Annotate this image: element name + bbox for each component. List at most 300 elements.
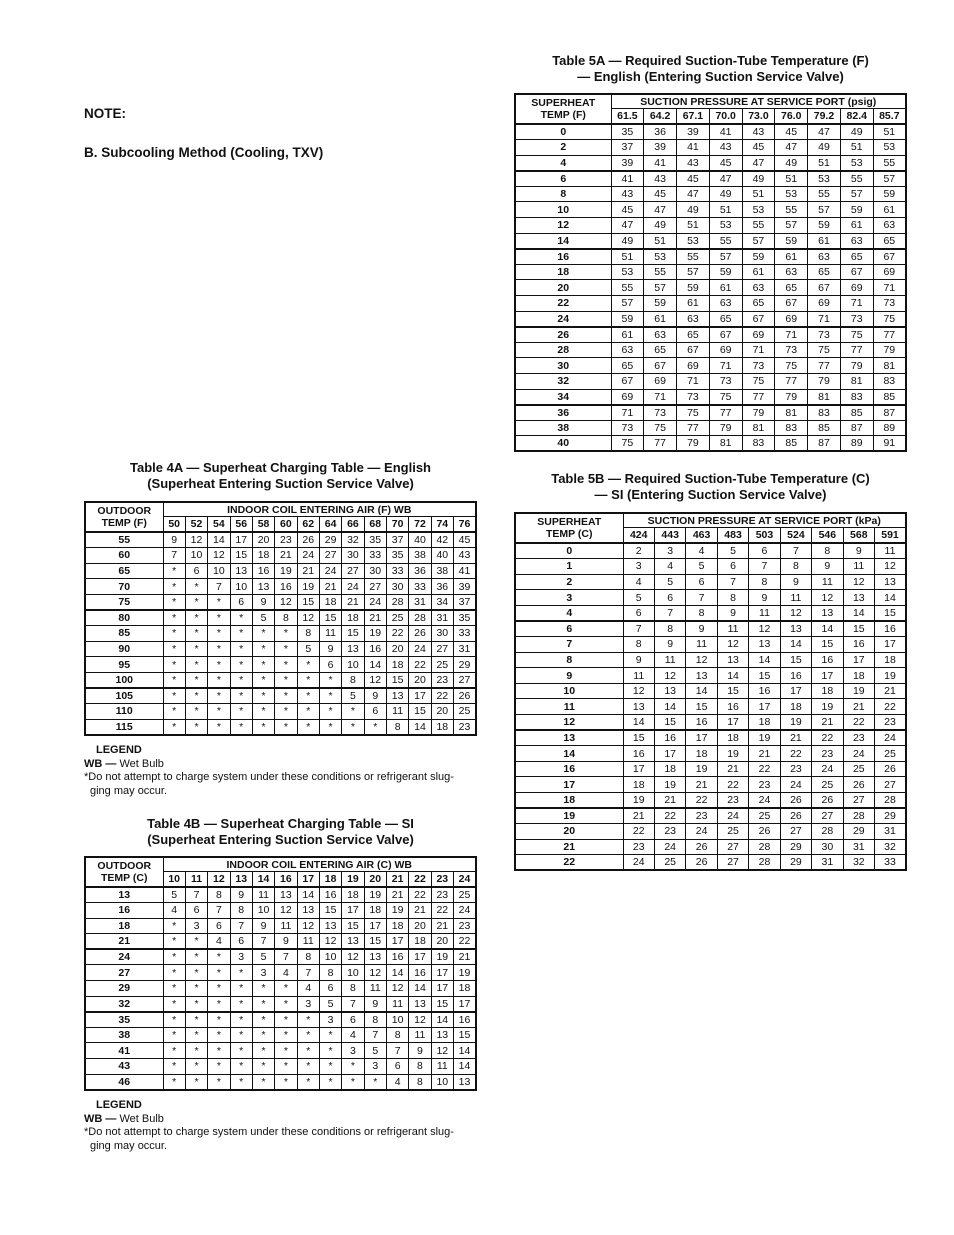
table-cell: *	[275, 641, 297, 657]
table-cell: 81	[742, 420, 775, 436]
column-header: 67.1	[677, 109, 710, 125]
table-cell: 59	[644, 296, 677, 312]
table-cell: 34	[431, 594, 453, 610]
row-header: 10	[515, 202, 611, 218]
table-cell: *	[230, 719, 252, 735]
table-cell: *	[319, 719, 341, 735]
column-header: 22	[409, 872, 431, 888]
table-cell: 75	[709, 389, 742, 405]
table-cell: 63	[873, 218, 906, 234]
corner-header	[515, 94, 611, 124]
table-cell: *	[185, 657, 207, 673]
table-cell: 16	[717, 699, 748, 715]
table-cell: 61	[808, 233, 841, 249]
table-cell: 18	[342, 887, 364, 903]
table-cell: 23	[843, 730, 874, 746]
table-cell: 11	[749, 605, 780, 621]
table-cell: 18	[386, 657, 408, 673]
row-header: 3	[515, 590, 623, 606]
table-cell: 12	[364, 965, 386, 981]
table-4b	[84, 856, 477, 1091]
table-cell: 57	[775, 218, 808, 234]
table-cell: 8	[275, 610, 297, 626]
table-cell: 75	[808, 342, 841, 358]
table-cell: 87	[840, 420, 873, 436]
table-cell: 8	[364, 1012, 386, 1028]
table-cell: 59	[873, 186, 906, 202]
table-4a	[84, 501, 477, 736]
table-5a-title-line1: Table 5A — Required Suction-Tube Temperature (F)	[552, 53, 869, 68]
table-cell: 10	[185, 548, 207, 564]
table-cell: 7	[364, 1027, 386, 1043]
table-cell: 21	[749, 746, 780, 762]
table-cell: 33	[364, 548, 386, 564]
table-cell: *	[252, 1074, 274, 1090]
table-cell: 12	[208, 548, 230, 564]
table-cell: 6	[230, 594, 252, 610]
row-header: 75	[85, 594, 163, 610]
table-cell: 23	[275, 532, 297, 548]
table-cell: 18	[431, 719, 453, 735]
table-row	[515, 202, 906, 218]
table-row	[85, 1012, 476, 1028]
table-cell: 87	[808, 436, 841, 452]
table-cell: 10	[342, 657, 364, 673]
table-cell: *	[230, 1059, 252, 1075]
table-cell: 23	[654, 824, 685, 840]
column-header: 74	[431, 517, 453, 533]
table-cell: 83	[808, 405, 841, 421]
table-cell: 83	[775, 420, 808, 436]
table-cell: 79	[840, 358, 873, 374]
column-header: 20	[364, 872, 386, 888]
table-cell: 67	[677, 342, 710, 358]
table-cell: 14	[654, 699, 685, 715]
table-cell: 59	[742, 249, 775, 265]
table-cell: 11	[409, 1027, 431, 1043]
table-cell: *	[297, 688, 319, 704]
table-cell: 79	[808, 374, 841, 390]
table-cell: 65	[709, 311, 742, 327]
table-row	[515, 264, 906, 280]
column-header: 17	[297, 872, 319, 888]
table-row	[515, 405, 906, 421]
table-cell: 61	[873, 202, 906, 218]
column-header: 54	[208, 517, 230, 533]
row-header: 32	[515, 374, 611, 390]
table-cell: 9	[364, 688, 386, 704]
table-cell: 5	[319, 996, 341, 1012]
column-header: 21	[386, 872, 408, 888]
table-cell: 53	[611, 264, 644, 280]
column-header: 463	[686, 528, 717, 544]
table-cell: 17	[780, 683, 811, 699]
table-cell: 14	[686, 683, 717, 699]
table-cell: 59	[611, 311, 644, 327]
table-cell: 73	[808, 327, 841, 343]
group-header: INDOOR COIL ENTERING AIR (F) WB	[163, 502, 476, 517]
table-cell: 73	[873, 296, 906, 312]
table-cell: 25	[812, 777, 843, 793]
table-cell: 13	[623, 699, 654, 715]
table-cell: 30	[342, 548, 364, 564]
table-cell: 21	[686, 777, 717, 793]
table-cell: 67	[742, 311, 775, 327]
table-cell: 18	[342, 610, 364, 626]
table-cell: 15	[342, 626, 364, 642]
row-header: 2	[515, 574, 623, 590]
row-header: 80	[85, 610, 163, 626]
table-cell: 25	[843, 761, 874, 777]
table-4a-title	[84, 460, 477, 491]
table-cell: 47	[644, 202, 677, 218]
table-cell: 32	[342, 532, 364, 548]
table-cell: 57	[677, 264, 710, 280]
row-header: 36	[515, 405, 611, 421]
table-cell: *	[230, 1012, 252, 1028]
table-cell: *	[185, 641, 207, 657]
table-row	[85, 563, 476, 579]
table-cell: 53	[709, 218, 742, 234]
table-cell: 17	[843, 652, 874, 668]
column-header: 568	[843, 528, 874, 544]
table-cell: 43	[742, 124, 775, 140]
table-cell: 43	[644, 171, 677, 187]
table-row	[85, 704, 476, 720]
column-header: 70.0	[709, 109, 742, 125]
table-cell: *	[163, 981, 185, 997]
table-cell: 13	[780, 621, 811, 637]
table-cell: 8	[230, 903, 252, 919]
table-cell: 36	[431, 579, 453, 595]
table-row	[85, 719, 476, 735]
table-cell: 77	[742, 389, 775, 405]
table-cell: *	[364, 1074, 386, 1090]
table-row	[515, 855, 906, 871]
table-cell: 7	[208, 579, 230, 595]
table-cell: 24	[654, 839, 685, 855]
column-header: 18	[319, 872, 341, 888]
column-header: 68	[364, 517, 386, 533]
table-cell: 55	[677, 249, 710, 265]
table-cell: 71	[742, 342, 775, 358]
table-cell: 26	[686, 855, 717, 871]
row-header: 90	[85, 641, 163, 657]
table-cell: 7	[252, 934, 274, 950]
table-cell: 65	[611, 358, 644, 374]
table-cell: 63	[644, 327, 677, 343]
table-cell: 12	[275, 594, 297, 610]
table-cell: 12	[717, 637, 748, 653]
table-cell: 27	[717, 839, 748, 855]
table-cell: 23	[453, 719, 476, 735]
table-cell: 69	[840, 280, 873, 296]
table-cell: 49	[775, 155, 808, 171]
table-cell: *	[208, 981, 230, 997]
table-cell: 13	[252, 579, 274, 595]
table-cell: *	[208, 657, 230, 673]
table-cell: 17	[453, 996, 476, 1012]
table-cell: 71	[840, 296, 873, 312]
table-row	[515, 590, 906, 606]
table-cell: 3	[185, 918, 207, 934]
table-cell: 19	[717, 746, 748, 762]
table-cell: 49	[808, 140, 841, 156]
row-header: 30	[515, 358, 611, 374]
row-header: 9	[515, 668, 623, 684]
row-header: 8	[515, 186, 611, 202]
table-cell: 41	[709, 124, 742, 140]
table-cell: 33	[409, 579, 431, 595]
table-row	[515, 155, 906, 171]
table-cell: 73	[677, 389, 710, 405]
table-cell: *	[163, 594, 185, 610]
table-cell: 14	[208, 532, 230, 548]
table-cell: 41	[677, 140, 710, 156]
table-cell: 37	[386, 532, 408, 548]
table-cell: 6	[185, 903, 207, 919]
table-cell: *	[163, 579, 185, 595]
table-cell: 8	[780, 559, 811, 575]
table-cell: 24	[717, 808, 748, 824]
table-cell: 75	[677, 405, 710, 421]
table-cell: 15	[364, 934, 386, 950]
table-cell: 7	[780, 543, 811, 559]
column-header: 424	[623, 528, 654, 544]
table-cell: 37	[453, 594, 476, 610]
table-cell: 13	[409, 996, 431, 1012]
column-header: 82.4	[840, 109, 873, 125]
table-cell: 67	[840, 264, 873, 280]
table-cell: 49	[709, 186, 742, 202]
table-cell: 63	[742, 280, 775, 296]
table-cell: 61	[840, 218, 873, 234]
table-cell: 15	[342, 918, 364, 934]
table-cell: 35	[364, 532, 386, 548]
row-header: 16	[515, 761, 623, 777]
table-row	[85, 1043, 476, 1059]
table-4b-title	[84, 816, 477, 847]
table-cell: 10	[208, 563, 230, 579]
table-cell: 24	[409, 641, 431, 657]
table-cell: 45	[709, 155, 742, 171]
table-cell: 55	[873, 155, 906, 171]
table-cell: 57	[873, 171, 906, 187]
table-cell: 18	[686, 746, 717, 762]
table-cell: 63	[709, 296, 742, 312]
table-cell: 17	[749, 699, 780, 715]
table-cell: 20	[431, 704, 453, 720]
table-cell: 8	[654, 621, 685, 637]
table-cell: 5	[623, 590, 654, 606]
table-cell: 5	[717, 543, 748, 559]
row-header: 17	[515, 777, 623, 793]
column-header: 10	[163, 872, 185, 888]
table-cell: 12	[364, 672, 386, 688]
table-cell: *	[319, 1074, 341, 1090]
table-cell: 69	[775, 311, 808, 327]
table-cell: 16	[780, 668, 811, 684]
table-cell: *	[208, 949, 230, 965]
table-cell: 67	[775, 296, 808, 312]
column-header: 50	[163, 517, 185, 533]
table-cell: 5	[163, 887, 185, 903]
table-cell: *	[230, 641, 252, 657]
table-cell: 73	[709, 374, 742, 390]
table-cell: 22	[843, 715, 874, 731]
table-cell: 85	[873, 389, 906, 405]
table-cell: 75	[873, 311, 906, 327]
corner-header-line2: TEMP (C)	[101, 872, 148, 884]
table-cell: 22	[717, 777, 748, 793]
column-header: 16	[275, 872, 297, 888]
table-cell: 5	[654, 574, 685, 590]
table-cell: 11	[812, 574, 843, 590]
table-cell: 27	[780, 824, 811, 840]
table-cell: 22	[453, 934, 476, 950]
table-cell: 87	[873, 405, 906, 421]
table-cell: 81	[709, 436, 742, 452]
table-cell: *	[185, 1059, 207, 1075]
table-cell: 7	[686, 590, 717, 606]
table-cell: 79	[775, 389, 808, 405]
table-cell: 17	[654, 746, 685, 762]
table-cell: 16	[686, 715, 717, 731]
table-cell: 6	[386, 1059, 408, 1075]
column-header: 62	[297, 517, 319, 533]
table-cell: 16	[364, 641, 386, 657]
table-cell: 19	[431, 949, 453, 965]
table-cell: 55	[644, 264, 677, 280]
table-cell: *	[185, 579, 207, 595]
table-cell: 18	[364, 903, 386, 919]
table-row	[85, 981, 476, 997]
table-cell: 14	[812, 621, 843, 637]
table-cell: *	[185, 719, 207, 735]
table-cell: 77	[644, 436, 677, 452]
table-cell: 4	[297, 981, 319, 997]
table-cell: 4	[686, 543, 717, 559]
table-cell: 17	[623, 761, 654, 777]
table-cell: 83	[742, 436, 775, 452]
table-cell: 15	[654, 715, 685, 731]
table-cell: *	[297, 657, 319, 673]
table-cell: 22	[409, 657, 431, 673]
corner-header-line2: TEMP (F)	[540, 109, 586, 121]
table-cell: 24	[453, 903, 476, 919]
table-cell: 16	[875, 621, 907, 637]
table-cell: 14	[431, 1012, 453, 1028]
table-cell: 63	[808, 249, 841, 265]
table-cell: 9	[812, 559, 843, 575]
corner-header-line1: OUTDOOR	[97, 860, 152, 872]
table-cell: 7	[208, 903, 230, 919]
table-row	[515, 124, 906, 140]
table-cell: 25	[386, 610, 408, 626]
table-cell: 12	[780, 605, 811, 621]
table-cell: *	[163, 1059, 185, 1075]
table-cell: 24	[780, 777, 811, 793]
table-row	[85, 1027, 476, 1043]
table-cell: 3	[364, 1059, 386, 1075]
table-cell: *	[163, 563, 185, 579]
column-header: 79.2	[808, 109, 841, 125]
table-cell: 69	[873, 264, 906, 280]
column-header: 14	[252, 872, 274, 888]
table-cell: 25	[654, 855, 685, 871]
table-cell: 22	[386, 626, 408, 642]
table-cell: *	[252, 1012, 274, 1028]
table-cell: 4	[208, 934, 230, 950]
table-cell: 8	[812, 543, 843, 559]
table-cell: *	[163, 610, 185, 626]
table-cell: 20	[409, 672, 431, 688]
table-cell: 7	[275, 949, 297, 965]
table-cell: 21	[364, 610, 386, 626]
table-cell: 51	[775, 171, 808, 187]
table-row	[515, 140, 906, 156]
table-cell: 71	[775, 327, 808, 343]
table-row	[515, 311, 906, 327]
table-cell: 5	[686, 559, 717, 575]
table-row	[515, 683, 906, 699]
table-cell: 27	[875, 777, 907, 793]
table-cell: 79	[873, 342, 906, 358]
table-row	[515, 420, 906, 436]
table-cell: 53	[677, 233, 710, 249]
table-cell: *	[208, 719, 230, 735]
table-cell: 18	[749, 715, 780, 731]
table-cell: *	[208, 610, 230, 626]
table-cell: *	[342, 704, 364, 720]
column-header: 76.0	[775, 109, 808, 125]
column-header: 524	[780, 528, 811, 544]
table-cell: *	[230, 1027, 252, 1043]
table-cell: *	[342, 1059, 364, 1075]
table-cell: 19	[843, 683, 874, 699]
table-row	[515, 327, 906, 343]
table-cell: 14	[386, 965, 408, 981]
table-cell: 21	[875, 683, 907, 699]
table-row	[85, 579, 476, 595]
table-cell: 51	[742, 186, 775, 202]
table-cell: 3	[623, 559, 654, 575]
table-cell: 16	[275, 579, 297, 595]
table-cell: 26	[297, 532, 319, 548]
table-row	[515, 777, 906, 793]
table-4b-legend	[84, 1099, 484, 1153]
row-header: 21	[515, 839, 623, 855]
table-cell: 19	[453, 965, 476, 981]
table-cell: 25	[453, 887, 476, 903]
table-4b-title-line2: (Superheat Entering Suction Service Valve)	[147, 831, 414, 847]
row-header: 26	[515, 327, 611, 343]
table-cell: 9	[364, 996, 386, 1012]
table-cell: 3	[252, 965, 274, 981]
table-cell: *	[163, 719, 185, 735]
table-cell: *	[230, 1074, 252, 1090]
row-header: 2	[515, 140, 611, 156]
table-row	[85, 1074, 476, 1090]
table-cell: 14	[749, 652, 780, 668]
table-cell: 63	[840, 233, 873, 249]
row-header: 11	[515, 699, 623, 715]
table-cell: 13	[431, 1027, 453, 1043]
table-cell: *	[163, 704, 185, 720]
column-header: 64.2	[644, 109, 677, 125]
row-header: 14	[515, 746, 623, 762]
row-header: 18	[515, 793, 623, 809]
